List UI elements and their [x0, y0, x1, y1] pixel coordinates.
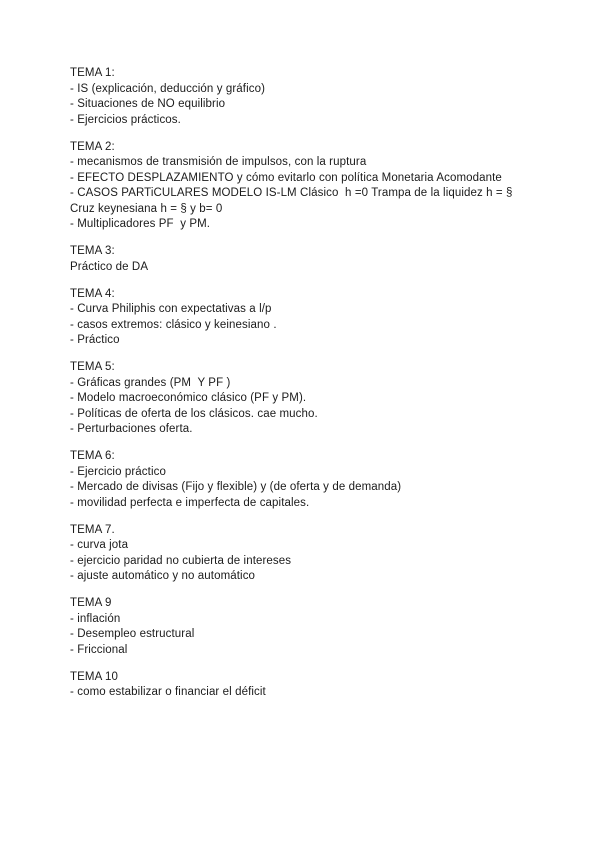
tema-heading: TEMA 3:: [70, 245, 115, 257]
tema-line: - inflación: [70, 612, 121, 625]
tema-heading: TEMA 2:: [70, 140, 115, 153]
tema-heading: TEMA 1:: [70, 67, 115, 79]
tema-section: [70, 670, 570, 701]
tema-line: - EFECTO DESPLAZAMIENTO y cómo evitarlo con política Monetaria Acomodante: [70, 171, 502, 184]
tema-heading: TEMA 4:: [70, 287, 115, 300]
tema-line: Cruz keynesiana h = § y b= 0: [70, 202, 223, 215]
tema-line: - Gráficas grandes (PM Y PF ): [70, 376, 231, 389]
tema-section: [70, 244, 570, 275]
tema-line: - Modelo macroeconómico clásico (PF y PM).: [70, 392, 307, 404]
tema-section: [70, 360, 570, 438]
tema-heading: TEMA 6:: [70, 450, 115, 462]
tema-line: - Perturbaciones oferta.: [70, 423, 193, 435]
tema-line: Práctico de DA: [70, 260, 149, 273]
tema-line: - ejercicio paridad no cubierta de intereses: [70, 554, 292, 567]
tema-line: - CASOS PARTiCULARES MODELO IS-LM Clásico h =0 Trampa de la liquidez h = §: [70, 187, 513, 199]
tema-line: - curva jota: [70, 539, 129, 551]
tema-heading: TEMA 9: [70, 597, 112, 609]
tema-line: - como estabilizar o financiar el déficit: [70, 686, 266, 698]
tema-section: [70, 449, 570, 511]
tema-section: [70, 66, 570, 128]
tema-line: - Políticas de oferta de los clásicos. cae mucho.: [70, 407, 318, 420]
tema-section: [70, 596, 570, 658]
tema-line: - Multiplicadores PF y PM.: [70, 218, 211, 230]
tema-heading: TEMA 5:: [70, 361, 115, 373]
tema-line: - Mercado de divisas (Fijo y flexible) y (de oferta y de demanda): [70, 481, 402, 493]
tema-line: - Práctico: [70, 334, 120, 346]
tema-line: - Ejercicios prácticos.: [70, 113, 181, 126]
tema-heading: TEMA 7.: [70, 523, 115, 536]
tema-line: - Situaciones de NO equilibrio: [70, 98, 226, 110]
tema-line: - IS (explicación, deducción y gráfico): [70, 82, 266, 95]
tema-line: - ajuste automático y no automático: [70, 570, 256, 582]
tema-line: - Friccional: [70, 643, 128, 656]
tema-section: [70, 523, 570, 585]
tema-line: - Curva Philiphis con expectativas a l/p: [70, 303, 272, 315]
tema-line: - Desempleo estructural: [70, 628, 195, 640]
tema-line: - casos extremos: clásico y keinesiano .: [70, 318, 277, 331]
document-content: [70, 66, 570, 712]
tema-line: - movilidad perfecta e imperfecta de capitales.: [70, 496, 310, 509]
tema-line: - Ejercicio práctico: [70, 465, 166, 478]
tema-section: [70, 140, 570, 233]
tema-line: - mecanismos de transmisión de impulsos, con la ruptura: [70, 156, 367, 168]
tema-heading: TEMA 10: [70, 670, 118, 683]
tema-section: [70, 287, 570, 349]
